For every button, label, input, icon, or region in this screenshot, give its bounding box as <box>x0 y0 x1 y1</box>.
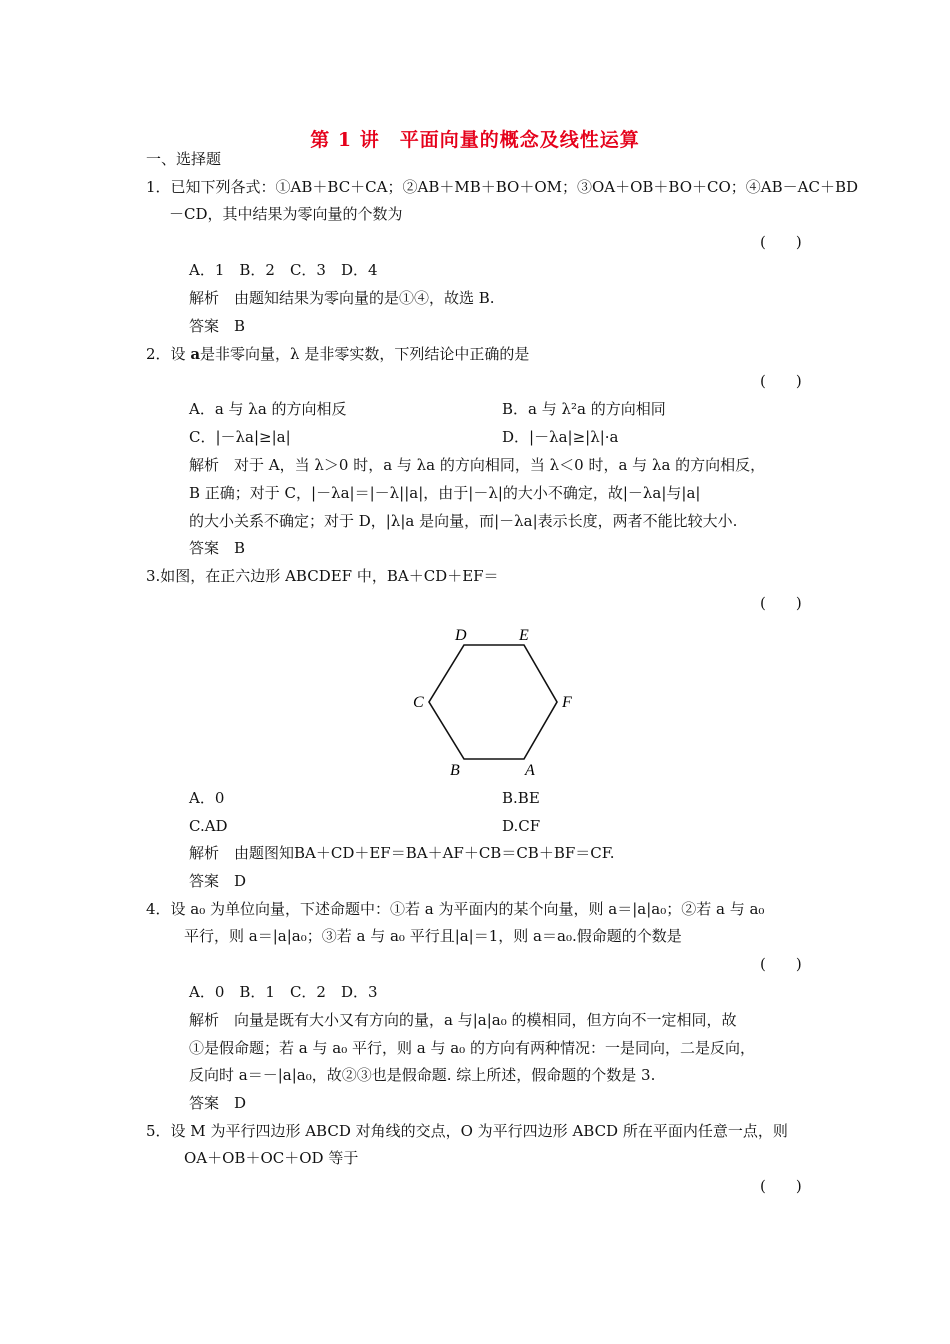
hex-label-c: C <box>413 694 424 711</box>
q1-answer: 答案 B <box>189 317 246 335</box>
q2-suffix: 是非零向量，λ 是非零实数，下列结论中正确的是 <box>200 345 530 363</box>
q4-answer-paren: ( ) <box>760 955 802 973</box>
q2-option-b: B．a 与 λ²a 的方向相同 <box>502 400 666 418</box>
hex-label-e: E <box>519 627 529 644</box>
q2-line-1 <box>146 344 529 364</box>
hex-label-a: A <box>525 762 535 779</box>
q2-prefix: 2．设 <box>146 345 191 363</box>
q2-option-c: C．|－λa|≥|a| <box>189 428 291 446</box>
hex-label-b: B <box>450 762 460 779</box>
q3-option-b: B.BE <box>502 789 540 807</box>
q3-analysis: 解析 由题图知BA＋CD＋EF＝BA＋AF＋CB＝CB＋BF＝CF. <box>189 844 615 862</box>
q2-option-a: A．a 与 λa 的方向相反 <box>189 400 347 418</box>
section-heading: 一、选择题 <box>146 150 222 168</box>
q3-option-c: C.AD <box>189 817 228 835</box>
q2-answer-paren: ( ) <box>760 372 802 390</box>
q1-line-2: －CD，其中结果为零向量的个数为 <box>169 205 403 223</box>
q1-analysis: 解析 由题知结果为零向量的是①④，故选 B. <box>189 289 495 307</box>
q3-line-1: 3.如图，在正六边形 ABCDEF 中，BA＋CD＋EF＝ <box>146 567 499 585</box>
q2-vector-a: a <box>190 345 201 363</box>
q3-option-d: D.CF <box>502 817 541 835</box>
hexagon-figure <box>400 620 590 780</box>
q1-answer-paren: ( ) <box>760 233 802 251</box>
page-title: 第 1 讲 平面向量的概念及线性运算 <box>310 129 640 151</box>
q4-line-2: 平行，则 a＝|a|a₀；③若 a 与 a₀ 平行且|a|＝1，则 a＝a₀.假命题的个数是 <box>184 927 682 945</box>
q4-analysis-1: 解析 向量是既有大小又有方向的量，a 与|a|a₀ 的模相同，但方向不一定相同，故 <box>189 1011 737 1029</box>
q4-answer: 答案 D <box>189 1094 247 1112</box>
q3-option-a: A．0 <box>189 789 225 807</box>
q2-answer: 答案 B <box>189 539 246 557</box>
q4-line-1: 4．设 a₀ 为单位向量，下述命题中：①若 a 为平面内的某个向量，则 a＝|a|a₀；②若 a 与 a₀ <box>146 900 765 918</box>
q1-options: A．1 B．2 C．3 D．4 <box>189 261 378 279</box>
q5-answer-paren: ( ) <box>760 1177 802 1195</box>
q5-line-2: OA＋OB＋OC＋OD 等于 <box>184 1149 359 1167</box>
q3-answer-paren: ( ) <box>760 594 802 612</box>
q4-analysis-2: ①是假命题；若 a 与 a₀ 平行，则 a 与 a₀ 的方向有两种情况：一是同向，二是反向， <box>189 1039 755 1057</box>
q4-analysis-3: 反向时 a＝－|a|a₀，故②③也是假命题. 综上所述，假命题的个数是 3. <box>189 1066 656 1084</box>
q4-options: A．0 B．1 C．2 D．3 <box>189 983 378 1001</box>
hexagon-shape <box>429 645 557 759</box>
q5-line-1: 5．设 M 为平行四边形 ABCD 对角线的交点，O 为平行四边形 ABCD 所在平面内任意一点，则 <box>146 1122 788 1140</box>
q2-analysis-3: 的大小关系不确定；对于 D，|λ|a 是向量，而|－λa|表示长度，两者不能比较大小. <box>189 512 738 530</box>
q1-line-1: 1．已知下列各式：①AB＋BC＋CA；②AB＋MB＋BO＋OM；③OA＋OB＋BO＋CO；④AB－AC＋BD <box>146 178 859 196</box>
q2-option-d: D．|－λa|≥|λ|·a <box>502 428 619 446</box>
q3-answer: 答案 D <box>189 872 247 890</box>
q2-analysis-1: 解析 对于 A，当 λ＞0 时，a 与 λa 的方向相同，当 λ＜0 时，a 与 λa 的方向相反， <box>189 456 766 474</box>
q2-analysis-2: B 正确；对于 C，|－λa|＝|－λ||a|，由于|－λ|的大小不确定，故|－λa|与|a| <box>189 484 701 502</box>
hex-label-d: D <box>455 627 467 644</box>
hex-label-f: F <box>562 694 572 711</box>
